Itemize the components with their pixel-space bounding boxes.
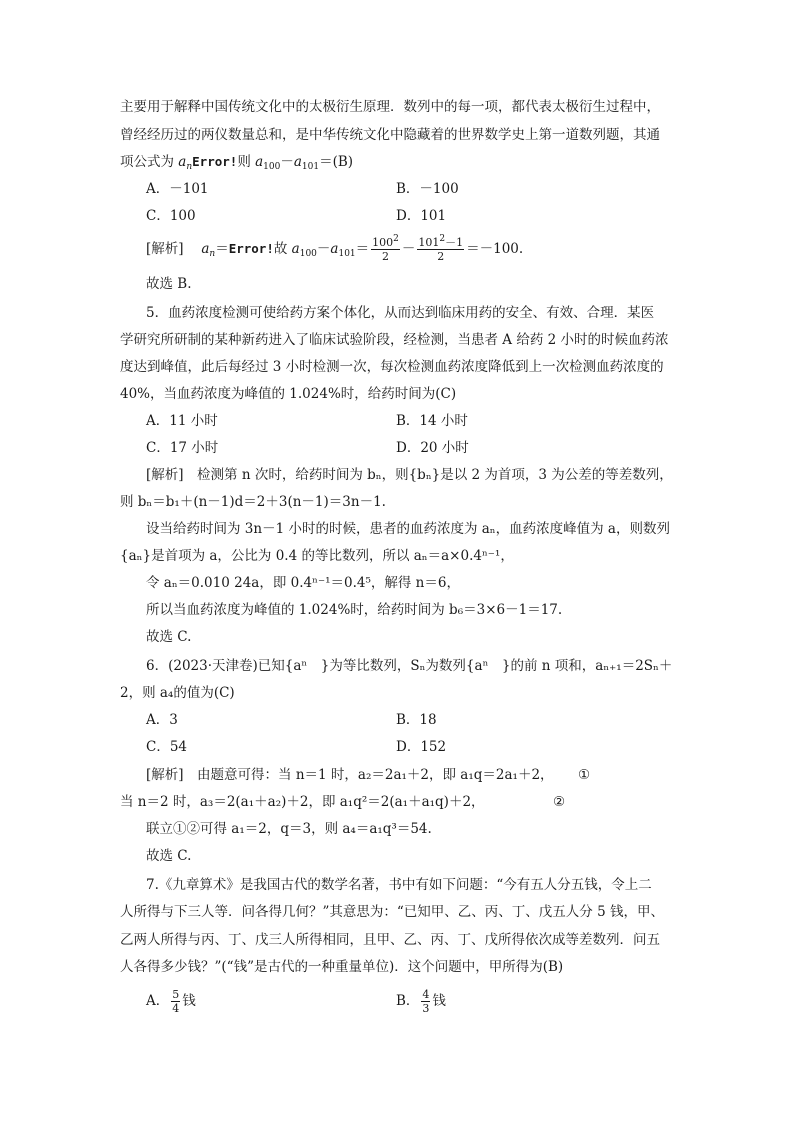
q5-line-3: 度达到峰值，此后每经过 3 小时检测一次，每次检测血药浓度降低到上一次检测血药浓度的 — [120, 359, 664, 375]
intro-line-2: 曾经经历过的两仪数量总和，是中华传统文化中隐藏着的世界数学史上第一道数列题，其通 — [120, 127, 660, 143]
q4-option-c: C．100 — [146, 208, 196, 224]
q4-option-a: A．－101 — [146, 181, 209, 197]
q6-line-1: 6．(2023·天津卷)已知{aⁿ }为等比数列，Sₙ为数列{aⁿ }的前 n 项和，aₙ₊₁＝2Sₙ＋ — [146, 658, 673, 674]
q6-line-2: 2，则 a₄的值为(C) — [120, 685, 235, 701]
q7-option-a: A． $\frac{5}{4}$ 钱 — [146, 988, 196, 1015]
q7-line-3: 乙两人所得与丙、丁、戊三人所得相同，且甲、乙、丙、丁、戊所得依次成等差数列．问五 — [120, 932, 660, 948]
q5-line-2: 学研究所研制的某种新药进入了临床试验阶段，经检测，当患者 A 给药 2 小时的时候血药浓 — [120, 332, 669, 348]
q4-conclusion: 故选 B. — [146, 276, 192, 292]
q7-line-2: 人所得与下三人等．问各得几何？”其意思为：“已知甲、乙、丙、丁、戊五人分 5 钱，甲、 — [120, 904, 664, 920]
q6-option-c: C．54 — [146, 739, 188, 755]
intro-line-3: 项公式为 $a_nError$!则 $a_{100}-a_{101}=(B)$ — [120, 154, 354, 172]
q5-analysis-6: 所以当血药浓度为峰值的 1.024%时，给药时间为 b₆＝3×6－1＝17. — [146, 602, 563, 618]
q6-option-d: D．152 — [396, 739, 447, 755]
q5-line-1: 5．血药浓度检测可使给药方案个体化，从而达到临床用药的安全、有效、合理．某医 — [146, 305, 655, 321]
q4-option-b: B．－100 — [396, 181, 459, 197]
q4-analysis: [解析] $a_n=Error$!故 $a_{100}-a_{101}=$ $\frac{100^2}{2}$ － $\frac{101^2-1}{2}$ ＝－100. — [146, 234, 524, 263]
equation-mark-1: ① — [578, 767, 591, 783]
q6-option-b: B．18 — [396, 712, 437, 728]
q5-analysis-3: 设当给药时间为 3n－1 小时的时候，患者的血药浓度为 aₙ，血药浓度峰值为 a，则数列 — [146, 521, 670, 537]
q7-line-4: 人各得多少钱？”(“钱”是古代的一种重量单位)．这个问题中，甲所得为(B) — [120, 959, 564, 975]
q7-line-1: 7.《九章算术》是我国古代的数学名著，书中有如下问题：“今有五人分五钱，令上二 — [146, 877, 652, 893]
q5-analysis-1: [解析] 检测第 n 次时，给药时间为 bₙ，则{bₙ}是以 2 为首项，3 为公差的等差数列， — [146, 467, 673, 483]
q5-analysis-4: {aₙ}是首项为 a，公比为 0.4 的等比数列，所以 aₙ＝a×0.4ⁿ⁻¹， — [120, 548, 514, 564]
q5-conclusion: 故选 C. — [146, 629, 192, 645]
equation-mark-2: ② — [553, 794, 566, 810]
q6-analysis-1: [解析] 由题意可得：当 n＝1 时，a₂＝2a₁＋2，即 a₁q＝2a₁＋2， — [146, 767, 554, 783]
q6-analysis-3: 联立①②可得 a₁＝2，q＝3，则 a₄＝a₁q³＝54. — [146, 821, 432, 837]
q5-option-c: C．17 小时 — [146, 440, 219, 456]
q6-option-a: A．3 — [146, 712, 178, 728]
q5-line-4: 40%，当血药浓度为峰值的 1.024%时，给药时间为(C) — [120, 386, 457, 402]
q5-analysis-5: 令 aₙ＝0.010 24a，即 0.4ⁿ⁻¹＝0.4⁵，解得 n＝6， — [146, 575, 460, 591]
q7-option-b: B． $\frac{4}{3}$ 钱 — [396, 988, 446, 1015]
q6-analysis-2: 当 n＝2 时，a₃＝2(a₁＋a₂)＋2，即 a₁q²＝2(a₁＋a₁q)＋2， — [120, 794, 485, 810]
q6-conclusion: 故选 C. — [146, 848, 192, 864]
q4-option-d: D．101 — [396, 208, 447, 224]
q5-option-a: A．11 小时 — [146, 413, 218, 429]
q5-analysis-2: 则 bₙ＝b₁＋(n－1)d＝2＋3(n－1)＝3n－1. — [120, 494, 386, 510]
intro-line-1: 主要用于解释中国传统文化中的太极衍生原理．数列中的每一项，都代表太极衍生过程中， — [120, 99, 660, 115]
q5-option-b: B．14 小时 — [396, 413, 468, 429]
q5-option-d: D．20 小时 — [396, 440, 469, 456]
error-text: Error! — [192, 154, 238, 169]
